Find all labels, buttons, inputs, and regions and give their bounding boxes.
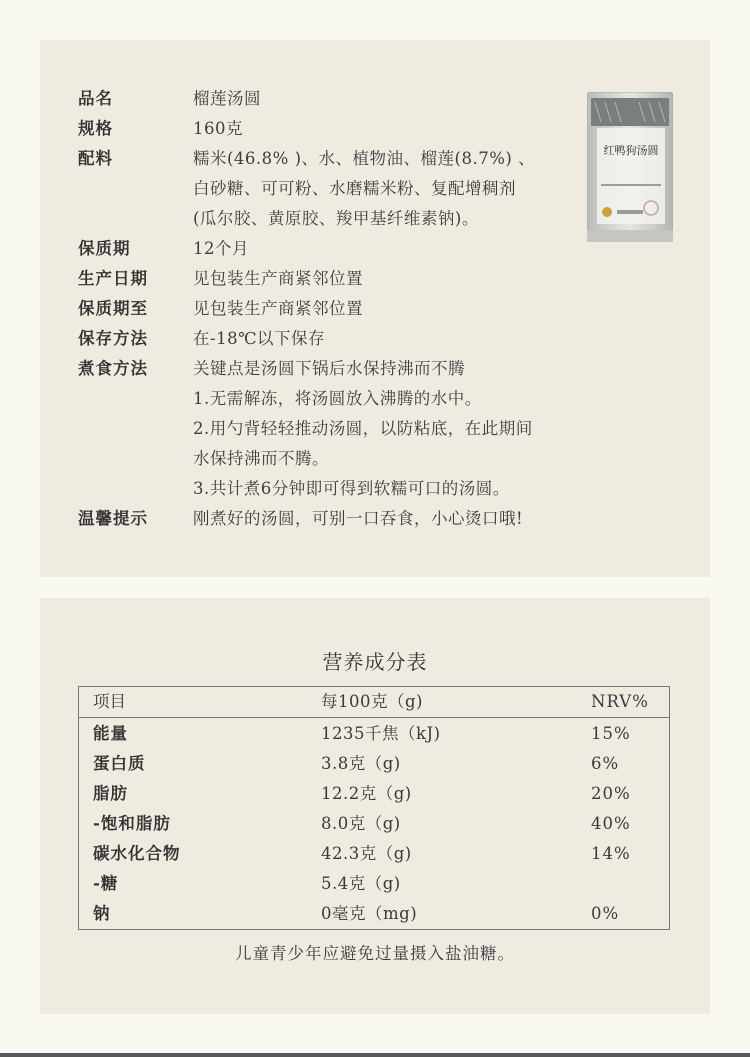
info-value-line: 关键点是汤圆下锅后水保持沸而不腾 xyxy=(193,359,465,378)
info-value xyxy=(193,84,598,114)
product-info-list xyxy=(78,84,598,534)
nutrient-amount: 1235千焦（kJ) xyxy=(321,724,441,743)
header-nrv: NRV% xyxy=(591,692,649,711)
nutrient-amount: 3.8克（g) xyxy=(321,754,401,773)
nutrition-panel xyxy=(40,598,710,1014)
nutrient-nrv: 0% xyxy=(591,904,620,923)
info-value-line: 白砂糖、可可粉、水磨糯米粉、复配增稠剂 xyxy=(193,179,516,198)
info-value-line: 刚煮好的汤圆，可别一口吞食，小心烫口哦! xyxy=(193,509,524,528)
info-value xyxy=(193,234,598,264)
info-value-line: 见包装生产商紧邻位置 xyxy=(193,269,363,288)
info-row-cooking xyxy=(78,354,598,504)
package-brand-text: 红鸭狗汤圆 xyxy=(603,144,659,157)
nutrient-amount: 0毫克（mg) xyxy=(321,904,418,923)
info-label: 保存方法 xyxy=(78,329,148,348)
nutrient-amount: 12.2克（g) xyxy=(321,784,412,803)
nutrition-note: 儿童青少年应避免过量摄入盐油糖。 xyxy=(235,944,515,963)
info-row-expiry xyxy=(78,294,598,324)
nutrient-name: -饱和脂肪 xyxy=(93,814,171,833)
info-value-line: 见包装生产商紧邻位置 xyxy=(193,299,363,318)
nutrient-nrv: 40% xyxy=(591,814,631,833)
info-label: 保质期 xyxy=(78,239,131,258)
info-value xyxy=(193,354,598,504)
info-label: 品名 xyxy=(78,89,113,108)
info-value-line: 1.无需解冻，将汤圆放入沸腾的水中。 xyxy=(193,389,482,408)
info-value-line: 12个月 xyxy=(193,239,249,258)
info-row-storage xyxy=(78,324,598,354)
nutrient-name: 碳水化合物 xyxy=(93,844,181,863)
table-row xyxy=(79,809,669,839)
nutrient-amount: 42.3克（g) xyxy=(321,844,412,863)
nutrition-header-row xyxy=(79,687,669,718)
info-row-tips xyxy=(78,504,598,534)
info-label: 生产日期 xyxy=(78,269,148,288)
table-row xyxy=(79,779,669,809)
info-value-line: (瓜尔胶、黄原胶、羧甲基纤维素钠)。 xyxy=(193,209,479,228)
bottom-divider xyxy=(0,1053,750,1057)
nutrient-amount: 8.0克（g) xyxy=(321,814,401,833)
info-row-ingredients xyxy=(78,144,598,234)
nutrition-title: 营养成分表 xyxy=(322,650,428,674)
nutrient-name: -糖 xyxy=(93,874,119,893)
info-value-line: 榴莲汤圆 xyxy=(193,89,261,108)
info-value xyxy=(193,294,598,324)
info-label: 规格 xyxy=(78,119,113,138)
nutrition-body xyxy=(79,718,669,929)
info-label: 保质期至 xyxy=(78,299,148,318)
nutrition-table xyxy=(78,686,670,930)
nutrient-nrv: 14% xyxy=(591,844,631,863)
table-row xyxy=(79,869,669,899)
header-item: 项目 xyxy=(93,692,126,711)
info-row-name xyxy=(78,84,598,114)
info-row-shelf-life xyxy=(78,234,598,264)
nutrient-name: 钠 xyxy=(93,904,111,923)
info-value xyxy=(193,114,598,144)
info-value xyxy=(193,504,598,534)
nutrient-amount: 5.4克（g) xyxy=(321,874,401,893)
product-package-image xyxy=(587,92,673,242)
info-row-production-date xyxy=(78,264,598,294)
product-info-panel xyxy=(40,40,710,577)
nutrient-name: 能量 xyxy=(93,724,128,743)
info-value xyxy=(193,264,598,294)
info-row-spec xyxy=(78,114,598,144)
info-value-line: 在-18℃以下保存 xyxy=(193,329,326,348)
info-value xyxy=(193,324,598,354)
nutrient-name: 蛋白质 xyxy=(93,754,146,773)
nutrient-nrv: 20% xyxy=(591,784,631,803)
table-row xyxy=(79,839,669,869)
info-label: 温馨提示 xyxy=(78,509,148,528)
table-row xyxy=(79,719,669,749)
table-row xyxy=(79,749,669,779)
info-value xyxy=(193,144,598,234)
info-value-line: 160克 xyxy=(193,119,243,138)
info-label: 配料 xyxy=(78,149,113,168)
nutrient-nrv xyxy=(591,869,669,899)
info-value-line: 水保持沸而不腾。 xyxy=(193,449,329,468)
nutrient-nrv: 15% xyxy=(591,724,631,743)
nutrient-name: 脂肪 xyxy=(93,784,128,803)
info-value-line: 糯米(46.8% )、水、植物油、榴莲(8.7%) 、 xyxy=(193,149,536,168)
table-row xyxy=(79,899,669,929)
nutrient-nrv: 6% xyxy=(591,754,620,773)
header-per-100g: 每100克（g) xyxy=(321,692,423,711)
info-value-line: 3.共计煮6分钟即可得到软糯可口的汤圆。 xyxy=(193,479,510,498)
info-label: 煮食方法 xyxy=(78,359,148,378)
info-value-line: 2.用勺背轻轻推动汤圆，以防粘底，在此期间 xyxy=(193,419,533,438)
